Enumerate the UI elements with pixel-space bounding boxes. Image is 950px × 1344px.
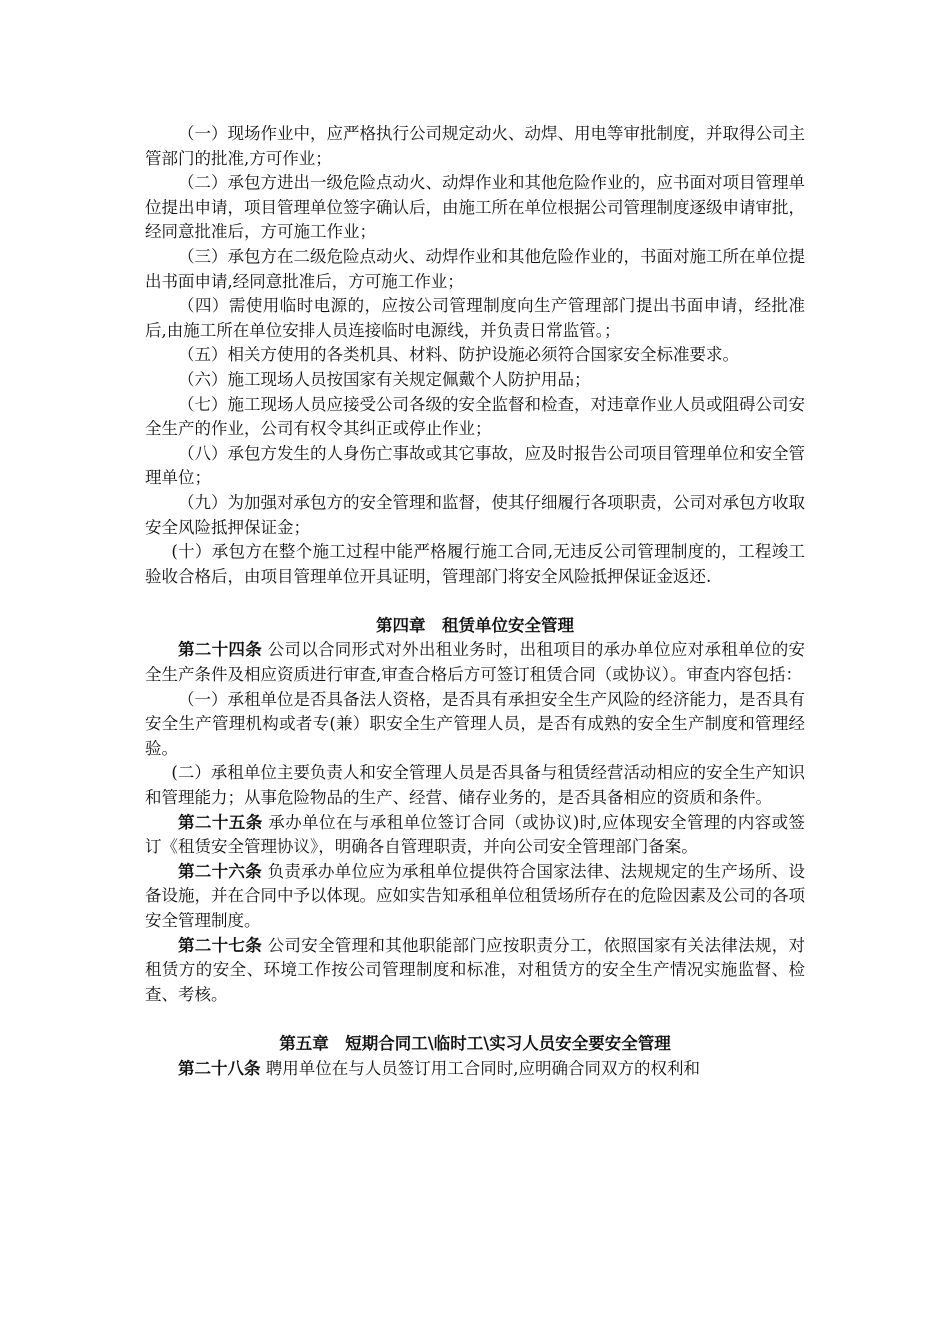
blank-line [145, 589, 805, 614]
article-25-label: 第二十五条 [178, 812, 263, 832]
article-24 [145, 638, 805, 687]
article-25 [145, 811, 805, 860]
chapter-4-title: 第四章 租赁单位安全管理 [376, 615, 574, 635]
article-26-label: 第二十六条 [178, 861, 263, 881]
article-28-label: 第二十八条 [178, 1058, 261, 1078]
item-5: （五）相关方使用的各类机具、材料、防护设施必须符合国家安全标准要求。 [178, 345, 739, 365]
item-7: （七）施工现场人员应接受公司各级的安全监督和检查，对违章作业人员或阻碍公司安全生产的作业，公司有权令其纠正或停止作业； [145, 394, 805, 439]
blank-line-2 [145, 1007, 805, 1032]
article-27-text: 公司安全管理和其他职能部门应按职责分工，依照国家有关法律法规，对租赁方的安全、环境工作按公司管理制度和标准，对租赁方的安全生产情况实施监督、检查、考核。 [145, 935, 806, 1004]
item-4: （四）需使用临时电源的，应按公司管理制度向生产管理部门提出书面申请，经批准后,由施工所在单位安排人员连接临时电源线，并负责日常监管。； [145, 296, 805, 340]
article-28 [145, 1057, 805, 1082]
item-3: （三）承包方在二级危险点动火、动焊作业和其他危险作业的，书面对施工所在单位提出书面申请,经同意批准后，方可施工作业； [145, 246, 805, 291]
document-page [145, 122, 805, 1081]
item-6: （六）施工现场人员按国家有关规定佩戴个人防护用品； [178, 369, 591, 389]
item-1: （一）现场作业中，应严格执行公司规定动火、动焊、用电等审批制度，并取得公司主管部门的批准,方可作业； [145, 124, 805, 168]
article-26-text: 负责承办单位应为承租单位提供符合国家法律、法规规定的生产场所、设备设施，并在合同中予以体现。应如实告知承租单位租赁场所存在的危险因素及公司的各项安全管理制度。 [145, 861, 806, 930]
item-8: （八）承包方发生的人身伤亡事故或其它事故，应及时报告公司项目管理单位和安全管理单位； [145, 443, 805, 488]
item-10: (十）承包方在整个施工过程中能严格履行施工合同,无违反公司管理制度的，工程竣工验收合格后，由项目管理单位开具证明，管理部门将安全风险抵押保证金返还. [145, 542, 805, 586]
chapter-5-title: 第五章 短期合同工\临时工\实习人员安全要安全管理 [279, 1033, 671, 1053]
article-24-sub-2: (二）承租单位主要负责人和安全管理人员是否具备与租赁经营活动相应的安全生产知识和管理能力；从事危险物品的生产、经营、储存业务的，是否具备相应的资质和条件。 [145, 763, 805, 808]
article-24-sub-1: （一）承租单位是否具备法人资格，是否具有承担安全生产风险的经济能力，是否具有安全生产管理机构或者专(兼）职安全生产管理人员，是否有成熟的安全生产制度和管理经验。 [145, 689, 805, 758]
article-25-text: 承办单位在与承租单位签订合同（或协议)时,应体现安全管理的内容或签订《租赁安全管理协议》，明确各自管理职责，并向公司安全管理部门备案。 [145, 812, 806, 857]
item-2: （二）承包方进出一级危险点动火、动焊作业和其他危险作业的，应书面对项目管理单位提出申请，项目管理单位签字确认后，由施工所在单位根据公司管理制度逐级申请审批，经同意批准后，方可施工作业； [145, 173, 805, 242]
article-27-label: 第二十七条 [178, 935, 263, 955]
article-28-text: 聘用单位在与人员签订用工合同时,应明确合同双方的权利和 [260, 1058, 700, 1078]
item-9: （九）为加强对承包方的安全管理和监督，使其仔细履行各项职责，公司对承包方收取安全风险抵押保证金； [145, 492, 805, 537]
article-26 [145, 860, 805, 934]
article-24-text: 公司以合同形式对外出租业务时，出租项目的承办单位应对承租单位的安全生产条件及相应资质进行审查,审查合格后方可签订租赁合同（或协议）。审查内容包括： [145, 640, 806, 685]
article-27 [145, 934, 805, 1008]
article-24-label: 第二十四条 [178, 640, 263, 660]
